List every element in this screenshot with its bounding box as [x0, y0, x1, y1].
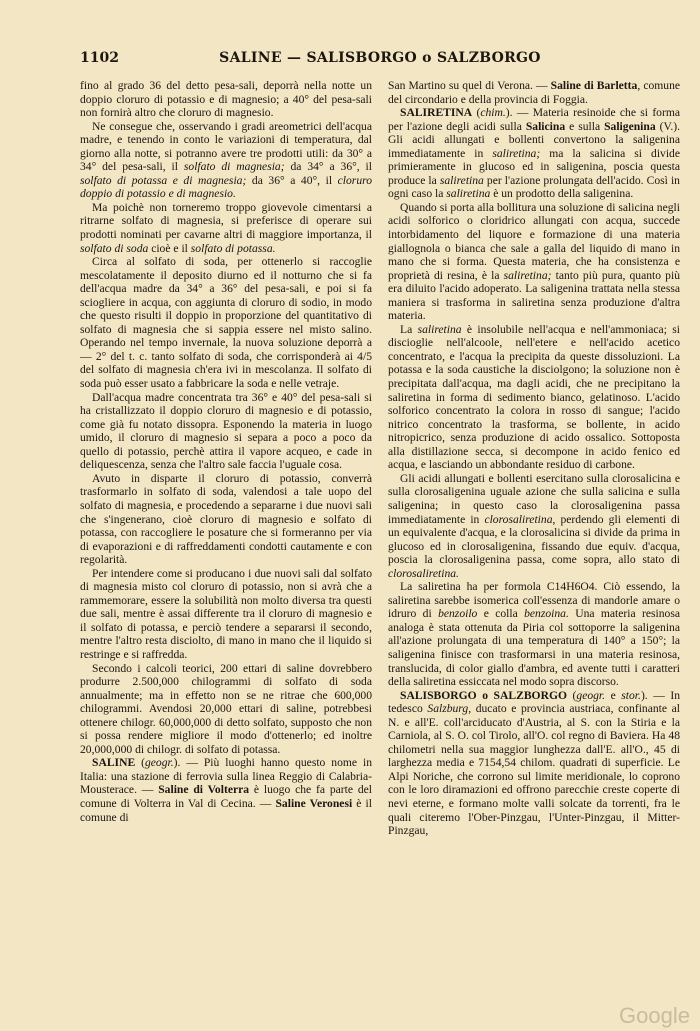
left-paragraph-6 [80, 567, 372, 662]
text-run: (V.). Gli acidi allungati e bollenti convertono la saligenina immediatamente in [388, 119, 681, 160]
right-column [388, 79, 680, 838]
text-run: saliretina [439, 173, 484, 187]
text-run: per l'azione prolungata dell'acido. Così in ogni caso la [388, 173, 680, 201]
text-run: solfato di magnesia; [183, 160, 285, 174]
text-run: geogr. [144, 756, 174, 770]
text-run: , comune del circondario e della provincia di Foggia. [388, 79, 681, 106]
text-run: ). — Materia resinoide che si forma per l'azione degli acidi sulla [388, 106, 680, 133]
left-paragraph-3 [80, 255, 372, 390]
text-run: Gli acidi allungati e bollenti esercitano sulla clorosalicina e sulla clorosaligenina uguale azione che sulla salicina e sulla saligenina; in questo caso la clorosaligenina passa immediatamente in [388, 471, 680, 526]
text-run: Per intendere come si producano i due nuovi sali dal solfato di magnesia misto col cloruro di potassio, non si avrà che a rammemorare, essere la solubilità non molto diversa tra questi due sali, mentre è assai differente tra il cloruro di magnesio e il solfato di potassa, e perciò tendere a separarsi il secondo, mentre l'altro resta disciolto, di mano in mano che il liquido si restringe e si raffredda. [80, 566, 372, 661]
left-paragraph-0 [80, 79, 372, 120]
text-run: La saliretina ha per formola C14H6O4. Ciò essendo, la saliretina sarebbe isomerica coll'essenza di mandorle amare o idruro di [388, 580, 680, 621]
text-run: e colla [477, 607, 525, 621]
text-run: , ducato e provincia austriaca, confinante al N. e all'E. coll'arciducato d'Austria, al S. con la Stiria e la Carniola, al S. O. col Tirolo, all'O. col regno di Baviera. Ha 48 chilometri nella sua maggior lunghezza dall'E. all'O., 45 di larghezza media e 7154,54 chilom. quadrati di superficie. Le Alpi Noriche, che corrono sul limite meridionale, lo coprono con le loro diramazioni ed offrono parecchie creste coperte di nevi eterne, e formano molte valli solcate da torrenti, fra le quali citeremo l'Ober-Pinzgau, l'Unter-Pinzgau, il Mitter-Pinzgau, [388, 702, 680, 838]
left-column [80, 79, 372, 824]
text-run: saliretina [417, 322, 462, 336]
text-run: benzoina. [524, 607, 569, 621]
text-run: La [400, 322, 418, 336]
text-run: San Martino su quel di Verona. — [388, 79, 551, 92]
text-run: ( [566, 688, 577, 702]
left-paragraph-4 [80, 391, 372, 472]
text-run: ). — In tedesco [388, 688, 681, 716]
text-run: è insolubile nell'acqua e nell'ammoniaca; si discioglie nell'alcoole, nell'etere e nell'acido acetico concentrato, e l'acqua la precipita da queste dissoluzioni. La potassa e la soda caustiche la disciolgono; la soluzione non è precipitata dall'acqua, ma dagli acidi, che ne precipitano la saliretina in forma di sedimento bianco, gelatinoso. L'acido solforico concentrato la colora in rosso di sangue; l'acido nitrico concentrato la trasforma, se bollente, in acido nitropicrico, senza produzione di acido ossalico. Sottoposta alla distillazione secca, si decompone in acido fenico ed acqua, e lasciando un abbondante residuo di carbone. [388, 322, 680, 472]
left-paragraph-8 [80, 756, 372, 824]
text-run: Circa al solfato di soda, per ottenerlo si raccoglie mescolatamente il deposito diurno ed il notturno che si fa dell'acqua madre da 34° a 36° del pesa-sali, e poi si fa sciogliere in acqua, con aggiunta di cloruro di sodio, in modo che questo risulti il doppio in proporzione del quantitativo di solfato di magnesia che si sappia essere nel misto salino. Operando nel tempo invernale, la nuova soluzione deporrà a — 2° del t. c. tanto solfato di soda, che corrisponderà ai 4/5 del solfato di magnesia ch'era ivi in mescolanza. Il solfato di soda può esser usato a fabbricare la soda e nelle vetraje. [80, 255, 372, 391]
text-run: ma la salicina si divide primieramente in glucoso ed in saligenina, poscia questa produce la [388, 146, 680, 187]
text-run: cloruro doppio di potassio e di magnesio. [80, 173, 372, 201]
running-title: SALINE — SALISBORGO o SALZBORGO [219, 50, 541, 66]
right-paragraph-0 [388, 79, 680, 106]
text-run: ( [135, 756, 145, 770]
right-paragraph-1 [388, 106, 680, 201]
text-run: tanto più pura, quanto più era diluito l'acido adoperato. La saligenina trattata nella stessa maniera si trasforma in saliretina senza produzione d'altra materia. [388, 268, 680, 323]
left-paragraph-1 [80, 120, 372, 201]
text-run: solfato di soda [80, 241, 149, 255]
text-run: saliretina; [503, 268, 552, 282]
text-run: Saline di Volterra [158, 783, 250, 797]
text-run: solfato di potassa. [190, 241, 276, 255]
text-run: clorosaliretina [484, 512, 553, 526]
left-paragraph-5 [80, 472, 372, 567]
text-run: fino al grado 36 del detto pesa-sali, deporrà nella notte un doppio cloruro di potassio e di magnesio; a 40° del pesa-sali non fornirà altro che cloruro di magnesio. [80, 79, 372, 120]
watermark-mark: Google [619, 1003, 690, 1028]
text-run: benzoilo [438, 607, 478, 621]
text-run: e [605, 688, 622, 702]
right-paragraph-5 [388, 580, 680, 688]
text-run: Saline Veronesi [275, 796, 353, 810]
text-run: clorosaliretina. [388, 566, 459, 580]
text-run: Una materia resinosa analoga è stata ottenuta da Piria col sottoporre la saligenina all'azione prolungata di una temperatura di 140° a 150°; la saligenina finisce con trasformarsi in una materia resinosa, translucida, di color giallo d'ambra, ed avente tutti i caratteri della saliretina essiccata nel modo sopra discorso. [388, 607, 681, 689]
text-run: Secondo i calcoli teorici, 200 ettari di saline dovrebbero produrre 2.500,000 chilogrammi di solfato di soda annualmente; ma in effetto non se ne ritrae che 600,000 chilogrammi. Avendosi 20,000 ettari di saline, potrebbesi ottenere chilogr. 60,000,000 di detto solfato, supposto che non si possa rendere migliore il modo d'ottenerlo; ed inoltre 20,000,000 di chilogr. di solfato di potassa. [80, 661, 372, 756]
text-run: SALIRETINA [400, 106, 473, 120]
text-run: ( [472, 106, 481, 120]
text-run: è il comune di [80, 796, 372, 824]
text-run: chim. [480, 106, 506, 120]
text-run: geogr. [576, 688, 606, 702]
page-header [80, 50, 680, 70]
text-run: ). — Più luoghi hanno questo nome in Italia: una stazione di ferrovia sulla linea Reggio di Calabria-Mousterace. — [80, 756, 372, 797]
text-run: Salicina [525, 119, 566, 133]
text-run: da 36° a 40°, il [246, 173, 338, 187]
text-run: Salzburg [427, 702, 469, 716]
page-number: 1102 [80, 50, 119, 66]
left-paragraph-7 [80, 662, 372, 757]
text-run: Ne consegue che, osservando i gradi areometrici dell'acqua madre, e tenendo in conto le variazioni di temperatura, dal giorno alla notte, si potranno avere tre prodotti utili: da 30° a 34° del pesa-sali, il [80, 119, 372, 174]
text-run: SALISBORGO o SALZBORGO [400, 688, 567, 702]
text-run: stor. [621, 688, 641, 702]
text-run: è un prodotto della saligenina. [490, 187, 634, 201]
right-paragraph-4 [388, 472, 680, 580]
text-run: Dall'acqua madre concentrata tra 36° e 40° del pesa-sali si ha cristallizzato il doppio cloruro di magnesio e di potassio, come già fu notato dissopra. Esponendo la materia in luogo umido, il cloruro di magnesio si separa a poco a poco da quello di potassio, perchè attira il vapore acqueo, e cade in deliquescenza, senza che l'altro sale faccia l'uguale cosa. [80, 390, 372, 472]
text-run: cioè e il [148, 241, 191, 255]
text-run: solfato di potassa e di magnesia; [80, 173, 247, 187]
text-run: Avuto in disparte il cloruro di potassio, converrà trasformarlo in solfato di soda, valendosi a tale uopo del solfato di magnesia, e procedendo a separarne i due nuovi sali che s'ingenerano, cioè cloruro di magnesio e solfato di potassa, con raccogliere le posature che si formeranno per via di evaporazioni e di raffreddamenti condotti cautamente e con regolarità. [80, 471, 372, 567]
text-run: Saligenina [604, 119, 656, 133]
text-run: è luogo che fa parte del comune di Volterra in Val di Cecina. — [80, 783, 373, 810]
right-paragraph-2 [388, 201, 680, 323]
text-run: , perdendo gli elementi di un equivalente d'acqua, e la clorosalicina si divide da prima in glucoso ed in clorosaligenina, fissando due equiv. d'acqua, poscia la clorosaligenina passa, come sopra, allo stato di [388, 512, 680, 567]
text-run: saliretina; [492, 146, 541, 160]
right-paragraph-6 [388, 689, 680, 838]
right-paragraph-3 [388, 323, 680, 472]
text-run: Saline di Barletta [550, 79, 638, 92]
text-run: SALINE [92, 756, 136, 770]
text-run: e sulla [565, 119, 605, 133]
text-run: Quando si porta alla bollitura una soluzione di salicina negli acidi solforico o cloridrico allungati con acqua, succede intorbidamento del liquore e formazione di una materia giallognola o bianca che sale a galla del liquido di mano in mano che si forma. Questa materia, che ha consistenza e proprietà di resina, è la [388, 200, 680, 282]
left-paragraph-2 [80, 201, 372, 255]
text-run: Ma poichè non torneremo troppo giovevole cimentarsi a ritrarne solfato di magnesia, si preferisce di operare sui prodotti nominati per cavarne altri di maggiore importanza, il [80, 200, 372, 242]
text-run: saliretina [446, 187, 491, 201]
text-run: da 34° a 36°, il [284, 160, 372, 174]
